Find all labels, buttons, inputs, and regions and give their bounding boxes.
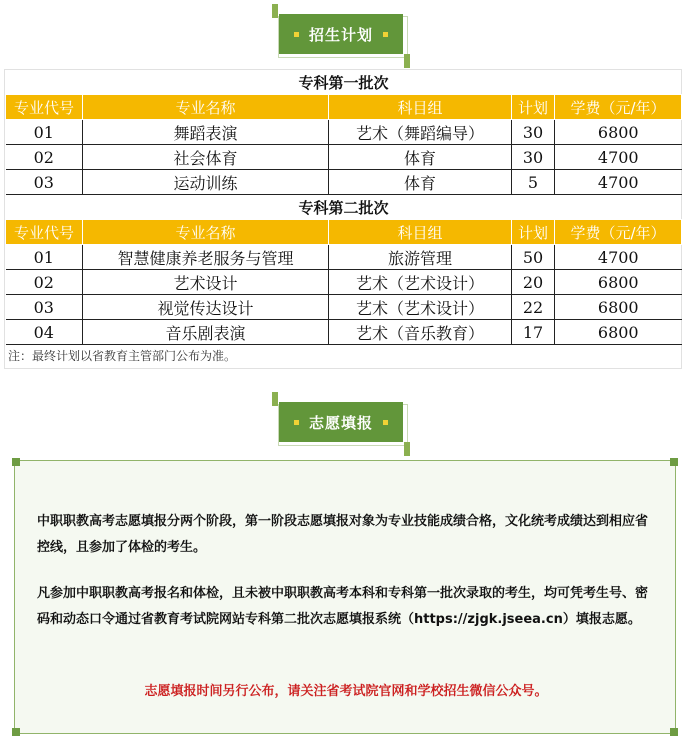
table-cell: 22 xyxy=(512,295,555,320)
table-cell: 50 xyxy=(512,245,555,270)
table-row xyxy=(6,145,682,170)
table-row xyxy=(6,270,682,295)
section-heading-application xyxy=(272,398,410,450)
batch-title-row xyxy=(6,195,682,220)
table-cell: 音乐剧表演 xyxy=(83,320,329,345)
table-cell: 艺术（音乐教育） xyxy=(329,320,512,345)
table-row xyxy=(6,320,682,345)
table-cell: 4700 xyxy=(555,145,682,170)
table-header-row xyxy=(6,220,682,245)
bullet-icon xyxy=(294,420,299,425)
column-header: 学费（元/年） xyxy=(555,220,682,245)
table-cell: 视觉传达设计 xyxy=(83,295,329,320)
application-info-panel xyxy=(14,460,676,734)
table-cell: 艺术（舞蹈编导） xyxy=(329,120,512,145)
column-header: 学费（元/年） xyxy=(555,95,682,120)
bullet-icon xyxy=(294,32,299,37)
info-paragraph: 凡参加中职职教高考报名和体检，且未被中职职教高考本科和专科第一批次录取的考生，均可凭考生号、密码和动态口令通过省教育考试院网站专科第二批次志愿填报系统（https://zjgk.jseea.cn）填报志愿。 xyxy=(37,586,649,627)
column-header: 专业代号 xyxy=(6,95,83,120)
table-cell: 体育 xyxy=(329,170,512,195)
column-header: 专业名称 xyxy=(83,220,329,245)
table-row xyxy=(6,245,682,270)
enrollment-table xyxy=(4,69,682,369)
table-cell: 4700 xyxy=(555,245,682,270)
table-cell: 艺术设计 xyxy=(83,270,329,295)
table-cell: 舞蹈表演 xyxy=(83,120,329,145)
table-cell: 运动训练 xyxy=(83,170,329,195)
table-cell: 6800 xyxy=(555,270,682,295)
table-cell: 社会体育 xyxy=(83,145,329,170)
table-cell: 03 xyxy=(6,295,83,320)
table-cell: 30 xyxy=(512,120,555,145)
bullet-icon xyxy=(383,32,388,37)
column-header: 专业代号 xyxy=(6,220,83,245)
section-title: 招生计划 xyxy=(308,25,373,44)
table-cell: 艺术（艺术设计） xyxy=(329,295,512,320)
table-cell: 20 xyxy=(512,270,555,295)
table-cell: 02 xyxy=(6,270,83,295)
table-cell: 02 xyxy=(6,145,83,170)
table-row xyxy=(6,120,682,145)
column-header: 计划 xyxy=(512,95,555,120)
info-paragraph: 中职职教高考志愿填报分两个阶段，第一阶段志愿填报对象为专业技能成绩合格，文化统考成绩达到相应省控线，且参加了体检的考生。 xyxy=(37,514,649,555)
table-cell: 旅游管理 xyxy=(329,245,512,270)
table-row xyxy=(6,295,682,320)
table-cell: 6800 xyxy=(555,120,682,145)
info-notice: 志愿填报时间另行公布，请关注省考试院官网和学校招生微信公众号。 xyxy=(144,684,548,699)
table-note: 注：最终计划以省教育主管部门公布为准。 xyxy=(8,349,237,363)
table-cell: 04 xyxy=(6,320,83,345)
table-cell: 03 xyxy=(6,170,83,195)
table-row xyxy=(6,170,682,195)
table-cell: 6800 xyxy=(555,295,682,320)
table-cell: 01 xyxy=(6,120,83,145)
column-header: 科目组 xyxy=(329,95,512,120)
table-cell: 体育 xyxy=(329,145,512,170)
column-header: 计划 xyxy=(512,220,555,245)
section-heading-enrollment-plan xyxy=(272,10,410,62)
column-header: 科目组 xyxy=(329,220,512,245)
table-cell: 4700 xyxy=(555,170,682,195)
table-cell: 17 xyxy=(512,320,555,345)
table-cell: 5 xyxy=(512,170,555,195)
table-cell: 艺术（艺术设计） xyxy=(329,270,512,295)
table-cell: 6800 xyxy=(555,320,682,345)
table-cell: 智慧健康养老服务与管理 xyxy=(83,245,329,270)
batch-title: 专科第一批次 xyxy=(298,73,389,92)
table-cell: 01 xyxy=(6,245,83,270)
batch-title: 专科第二批次 xyxy=(298,198,389,217)
table-header-row xyxy=(6,95,682,120)
column-header: 专业名称 xyxy=(83,95,329,120)
bullet-icon xyxy=(383,420,388,425)
batch-title-row xyxy=(6,70,682,95)
section-title: 志愿填报 xyxy=(308,413,373,432)
table-cell: 30 xyxy=(512,145,555,170)
